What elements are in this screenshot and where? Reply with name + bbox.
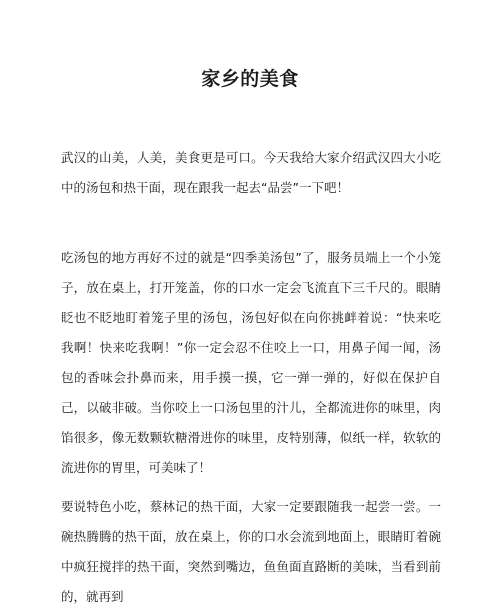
paragraph-intro: 武汉的山美，人美，美食更是可口。今天我给大家介绍武汉四大小吃中的汤包和热干面，现在跟我一起去“品尝”一下吧！ — [61, 150, 441, 195]
paragraph-reganmian: 要说特色小吃，蔡林记的热干面，大家一定要跟随我一起尝一尝。一碗热腾腾的热干面，放在桌上，你的口水会流到地面上，眼睛盯着碗中疯狂搅拌的热干面，突然到嘴边，鱼鱼面直路断的美味，当看到前的，就再到 — [61, 499, 441, 604]
document-title: 家乡的美食 — [201, 68, 299, 90]
paragraph-tangbao: 吃汤包的地方再好不过的就是“四季美汤包”了，服务员端上一个小笼子，放在桌上，打开笼盖，你的口水一定会飞流直下三千尺的。眼睛眨也不眨地盯着笼子里的汤包，汤包好似在向你挑衅着说：“快来吃我啊！快来吃我啊！”你一定会忍不住咬上一口，用鼻子闻一闻，汤包的香味会扑鼻而来，用手摸一摸，它一弹一弹的，好似在保护自己，以破非破。当你咬上一口汤包里的汁儿，全都流进你的味里，肉馅很多，像无数颗软糖滑进你的味里，皮特别薄，似纸一样，软软的流进你的胃里，可美味了！ — [61, 250, 441, 475]
